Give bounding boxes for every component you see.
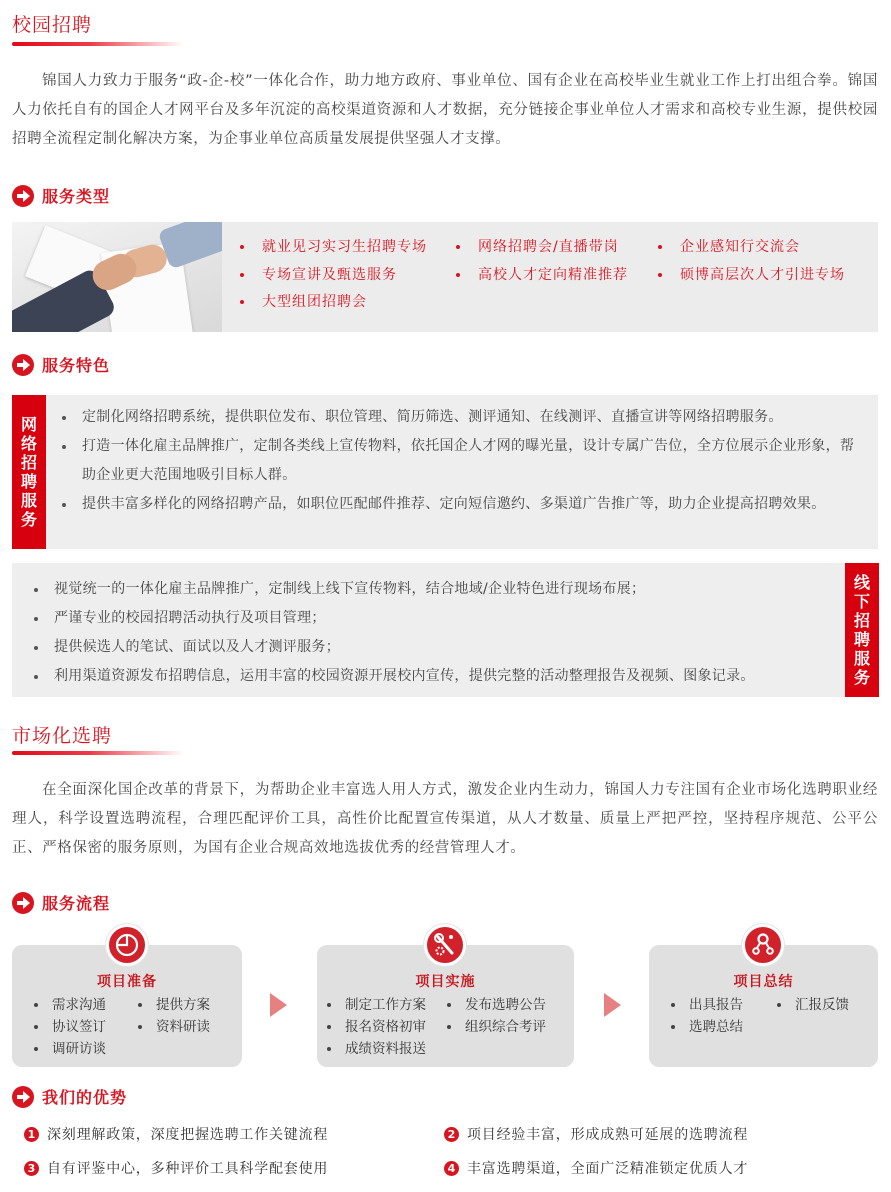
advantage-item: 4 丰富选聘渠道，全面广泛精准锁定优质人才: [444, 1158, 748, 1178]
feature-item: 视觉统一的一体化雇主品牌推广，定制线上线下宣传物料，结合地域/企业特色进行现场布展；: [32, 575, 832, 604]
bullet-icon: [456, 273, 460, 277]
network-icon: [742, 924, 784, 966]
process-arrow-icon: [604, 993, 621, 1017]
campus-section-title: 校园招聘: [12, 14, 93, 36]
handshake-image: [12, 222, 222, 332]
feature-item: 打造一体化雇主品牌推广，定制各类线上宣传物料，依托国企人才网的曝光量，设计专属广告位，全方位展示企业形象，帮助企业更大范围地吸引目标人群。: [60, 432, 866, 490]
online-service-panel: [12, 395, 878, 549]
step-title: 项目准备: [97, 974, 157, 990]
process-heading: [12, 891, 110, 914]
bullet-icon: [658, 245, 662, 249]
feature-item: 提供丰富多样化的网络招聘产品，如职位匹配邮件推荐、定向短信邀约、多渠道广告推广等，助力企业提高招聘效果。: [60, 490, 866, 519]
advantage-item: 1 深刻理解政策，深度把握选聘工作关键流程: [24, 1124, 328, 1144]
tools-icon: [424, 924, 466, 966]
online-service-list: [60, 403, 866, 519]
service-type-item: 专场宣讲及甄选服务: [240, 264, 397, 284]
campus-intro: 锦国人力致力于服务“政-企-校”一体化合作，助力地方政府、事业单位、国有企业在高校毕业生就业工作上打出组合拳。锦国人力依托自有的国企人才网平台及多年沉淀的高校渠道资源和人才数据，充分链接企事业单位人才需求和高校专业生源，提供校园招聘全流程定制化解决方案，为企事业单位高质量发展提供坚强人才支撑。: [12, 73, 878, 147]
offline-service-panel: [12, 563, 878, 697]
bullet-icon: [240, 273, 244, 277]
step-item: 制定工作方案: [327, 993, 426, 1013]
heading-label: 服务流程: [42, 894, 111, 913]
step-item: 协议签订: [34, 1015, 106, 1035]
step-item: 成绩资料报送: [327, 1037, 426, 1057]
heading-label: 服务特色: [42, 356, 111, 375]
bullet-icon: [456, 245, 460, 249]
heading-label: 我们的优势: [42, 1088, 128, 1107]
arrow-right-circle-icon: [12, 1086, 34, 1108]
service-type-item: 企业感知行交流会: [658, 236, 800, 256]
bullet-icon: [240, 300, 244, 304]
bullet-icon: [240, 245, 244, 249]
service-type-item: 网络招聘会/直播带岗: [456, 236, 619, 256]
market-intro: 在全面深化国企改革的背景下，为帮助企业丰富选人用人方式，激发企业内生动力，锦国人力专注国有企业市场化选聘职业经理人，科学设置选聘流程，合理匹配评价工具，高性价比配置宣传渠道，从人才数量、质量上严把严控，坚持程序规范、公平公正、严格保密的服务原则，为国有企业合规高效地选拔优秀的经营管理人才。: [12, 782, 878, 856]
step-item: 报名资格初审: [327, 1015, 426, 1035]
process-arrow-icon: [270, 993, 287, 1017]
step-title: 项目实施: [415, 974, 476, 990]
title-underline: [12, 751, 184, 755]
step-title: 项目总结: [733, 974, 794, 990]
step-item: 调研访谈: [34, 1037, 106, 1057]
service-types-panel: [12, 222, 878, 332]
advantage-item: 3 自有评鉴中心，多种评价工具科学配套使用: [24, 1158, 328, 1178]
title-underline: [12, 42, 184, 46]
step-item: 汇报反馈: [777, 993, 849, 1013]
advantage-item: 2 项目经验丰富，形成成熟可延展的选聘流程: [444, 1124, 748, 1144]
offline-service-list: [32, 575, 832, 691]
number-badge-icon: 4: [444, 1161, 459, 1176]
step-item: 提供方案: [138, 993, 210, 1013]
feature-item: 定制化网络招聘系统，提供职位发布、职位管理、简历筛选、测评通知、在线测评、直播宣讲等网络招聘服务。: [60, 403, 866, 432]
offline-service-tag: 线下招聘服务: [845, 563, 879, 697]
heading-label: 服务类型: [42, 187, 111, 206]
service-type-item: 大型组团招聘会: [240, 291, 367, 311]
arrow-right-circle-icon: [12, 892, 34, 914]
feature-item: 提供候选人的笔试、面试以及人才测评服务；: [32, 633, 832, 662]
arrow-right-circle-icon: [12, 185, 34, 207]
advantages-heading: [12, 1085, 127, 1108]
number-badge-icon: 3: [24, 1161, 39, 1176]
step-item: 出具报告: [671, 993, 743, 1013]
step-item: 选聘总结: [671, 1015, 743, 1035]
step-item: 组织综合考评: [447, 1015, 546, 1035]
service-type-item: 硕博高层次人才引进专场: [658, 264, 845, 284]
pie-chart-icon: [106, 924, 148, 966]
feature-item: 严谨专业的校园招聘活动执行及项目管理；: [32, 604, 832, 633]
number-badge-icon: 1: [24, 1127, 39, 1142]
service-type-item: 高校人才定向精准推荐: [456, 264, 628, 284]
number-badge-icon: 2: [444, 1127, 459, 1142]
bullet-icon: [658, 273, 662, 277]
market-section-title: 市场化选聘: [12, 725, 113, 747]
features-heading: [12, 353, 110, 376]
feature-item: 利用渠道资源发布招聘信息，运用丰富的校园资源开展校内宣传，提供完整的活动整理报告及视频、图象记录。: [32, 662, 832, 691]
step-item: 资料研读: [138, 1015, 210, 1035]
online-service-tag: 网络招聘服务: [12, 395, 46, 549]
step-item: 发布选聘公告: [447, 993, 546, 1013]
service-types-heading: [12, 184, 110, 207]
step-item: 需求沟通: [34, 993, 106, 1013]
service-type-item: 就业见习实习生招聘专场: [240, 236, 427, 256]
arrow-right-circle-icon: [12, 354, 34, 376]
